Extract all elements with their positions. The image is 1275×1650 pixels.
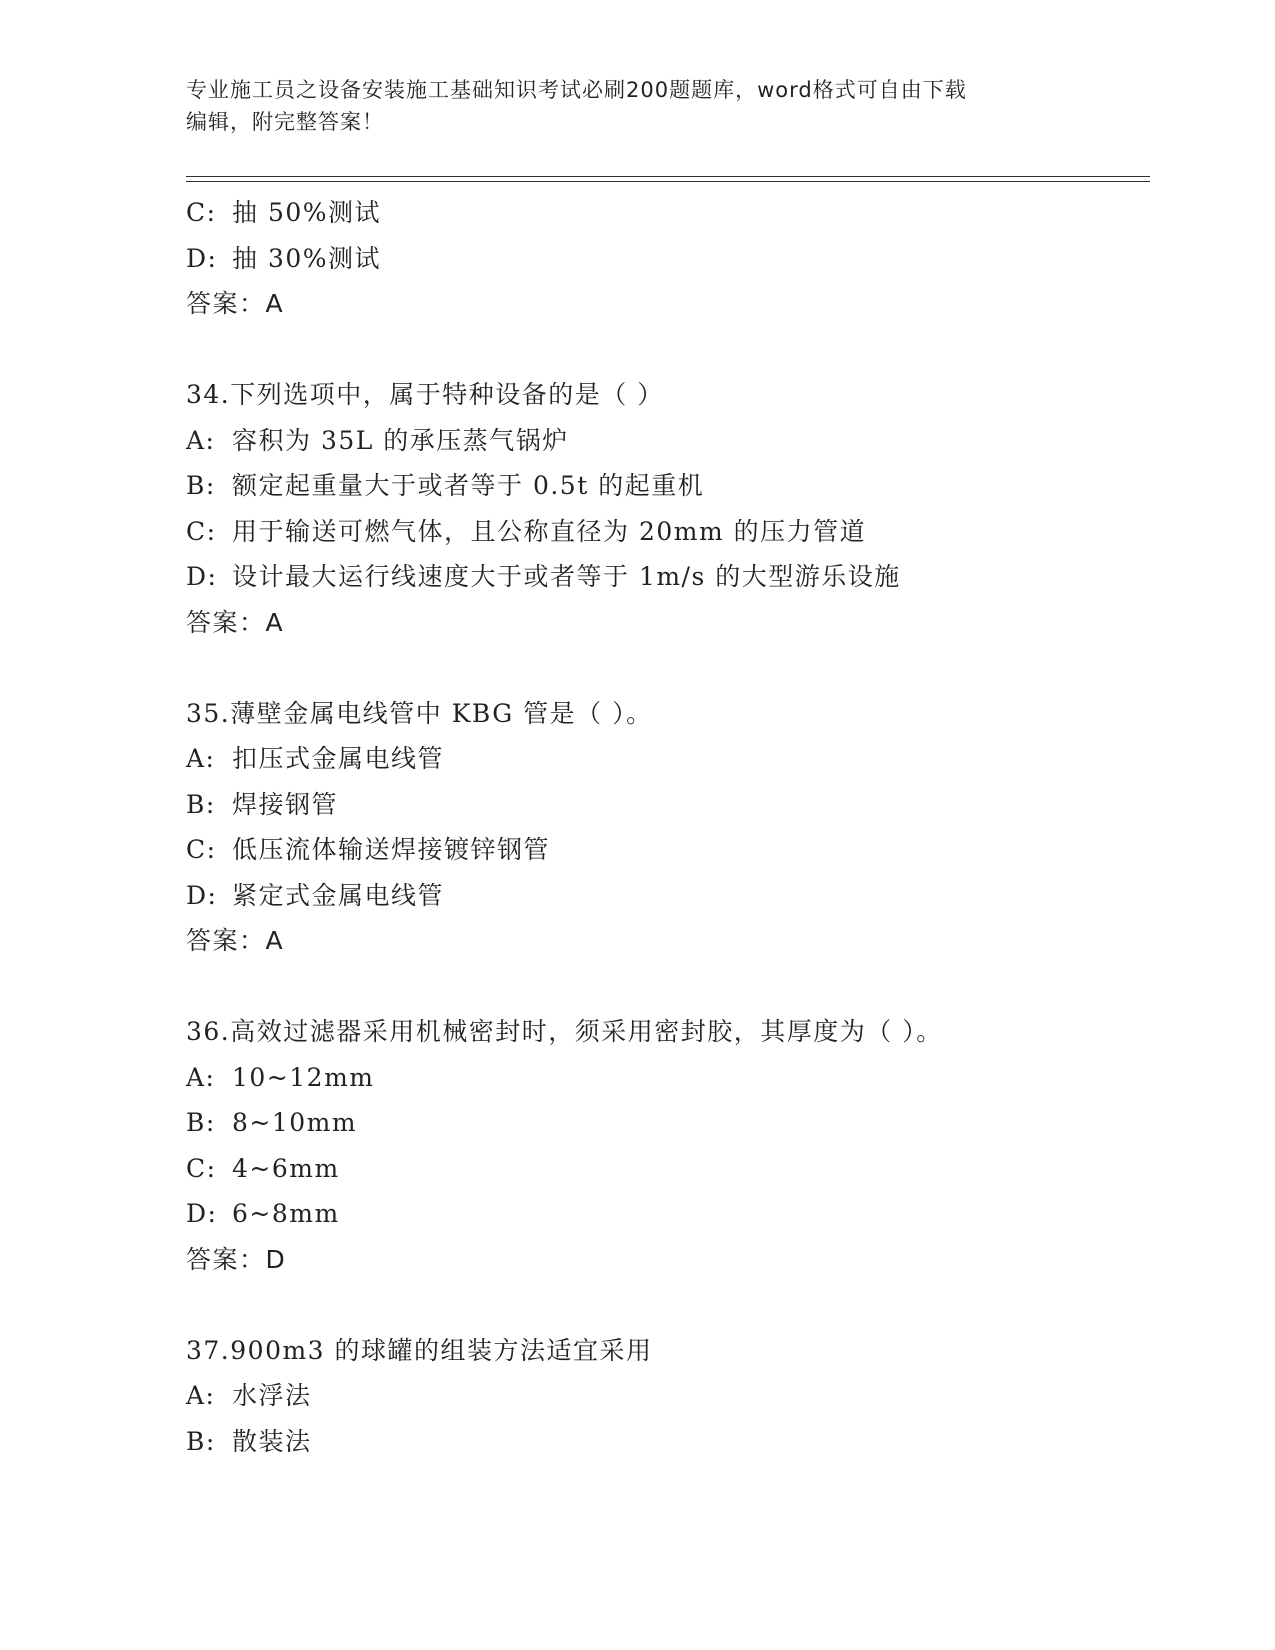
option-d bbox=[186, 236, 1150, 282]
question-list bbox=[186, 190, 1150, 1464]
option-text: 容积为 35L 的承压蒸气锅炉 bbox=[232, 425, 569, 455]
option-text: 用于输送可燃气体，且公称直径为 20mm 的压力管道 bbox=[232, 516, 867, 546]
option-a bbox=[186, 1373, 1150, 1419]
option-letter: D: bbox=[186, 880, 218, 910]
answer-line: 答案：A bbox=[186, 289, 285, 318]
option-c bbox=[186, 190, 1150, 236]
answer-line: 答案：A bbox=[186, 607, 285, 637]
question-35 bbox=[186, 691, 1150, 964]
option-text: 10~12mm bbox=[232, 1062, 375, 1092]
spacer bbox=[186, 1282, 1150, 1328]
spacer bbox=[186, 327, 1150, 373]
option-text: 扣压式金属电线管 bbox=[232, 744, 445, 773]
option-d bbox=[186, 554, 1150, 600]
option-letter: C: bbox=[186, 1153, 217, 1183]
spacer bbox=[186, 964, 1150, 1010]
option-a bbox=[186, 736, 1150, 782]
option-text: 8~10mm bbox=[232, 1108, 358, 1137]
option-letter: C: bbox=[186, 198, 217, 227]
option-d bbox=[186, 873, 1150, 919]
option-a bbox=[186, 1055, 1150, 1101]
option-a bbox=[186, 418, 1150, 464]
answer-line: 答案：D bbox=[186, 1244, 287, 1274]
option-letter: B: bbox=[186, 471, 216, 500]
option-c bbox=[186, 827, 1150, 873]
option-letter: A: bbox=[186, 425, 216, 455]
question-stem: 36.高效过滤器采用机械密封时，须采用密封胶，其厚度为（ ）。 bbox=[186, 1017, 943, 1046]
option-letter: D: bbox=[186, 243, 218, 273]
option-text: 紧定式金属电线管 bbox=[232, 880, 445, 910]
answer-line: 答案：A bbox=[186, 926, 285, 955]
option-letter: C: bbox=[186, 516, 217, 546]
option-text: 抽 30%测试 bbox=[232, 243, 382, 273]
option-text: 设计最大运行线速度大于或者等于 1m/s 的大型游乐设施 bbox=[232, 562, 901, 591]
option-letter: A: bbox=[186, 1381, 216, 1410]
option-letter: B: bbox=[186, 1426, 216, 1456]
question-stem: 34.下列选项中，属于特种设备的是（ ） bbox=[186, 380, 664, 409]
question-34 bbox=[186, 372, 1150, 645]
option-text: 散装法 bbox=[232, 1426, 312, 1456]
option-d bbox=[186, 1191, 1150, 1237]
option-letter: B: bbox=[186, 1108, 216, 1137]
question-stem: 37.900m3 的球罐的组装方法适宜采用 bbox=[186, 1335, 653, 1365]
spacer bbox=[186, 645, 1150, 691]
option-letter: A: bbox=[186, 744, 216, 773]
header-divider-bottom bbox=[186, 181, 1150, 182]
option-text: 6~8mm bbox=[232, 1199, 340, 1228]
option-letter: A: bbox=[186, 1062, 216, 1092]
option-b bbox=[186, 1100, 1150, 1146]
option-text: 水浮法 bbox=[232, 1381, 312, 1410]
option-b bbox=[186, 463, 1150, 509]
option-text: 焊接钢管 bbox=[232, 789, 339, 819]
header-title-line-2: 编辑，附完整答案！ bbox=[186, 110, 384, 134]
header-title-line-1: 专业施工员之设备安装施工基础知识考试必刷200题题库，word格式可自由下载 bbox=[186, 78, 967, 102]
option-letter: D: bbox=[186, 562, 218, 591]
option-text: 4~6mm bbox=[232, 1153, 340, 1183]
option-letter: D: bbox=[186, 1199, 218, 1228]
option-text: 低压流体输送焊接镀锌钢管 bbox=[232, 835, 551, 864]
option-c bbox=[186, 509, 1150, 555]
document-header bbox=[186, 74, 1086, 138]
option-b bbox=[186, 782, 1150, 828]
option-c bbox=[186, 1146, 1150, 1192]
question-37 bbox=[186, 1328, 1150, 1465]
question-33-continuation bbox=[186, 190, 1150, 327]
option-text: 额定起重量大于或者等于 0.5t 的起重机 bbox=[232, 471, 705, 500]
option-letter: C: bbox=[186, 835, 217, 864]
question-stem: 35.薄壁金属电线管中 KBG 管是（ ）。 bbox=[186, 698, 653, 728]
option-b bbox=[186, 1419, 1150, 1465]
option-letter: B: bbox=[186, 789, 216, 819]
question-36 bbox=[186, 1009, 1150, 1282]
header-divider-top bbox=[186, 176, 1150, 177]
option-text: 抽 50%测试 bbox=[232, 198, 382, 227]
